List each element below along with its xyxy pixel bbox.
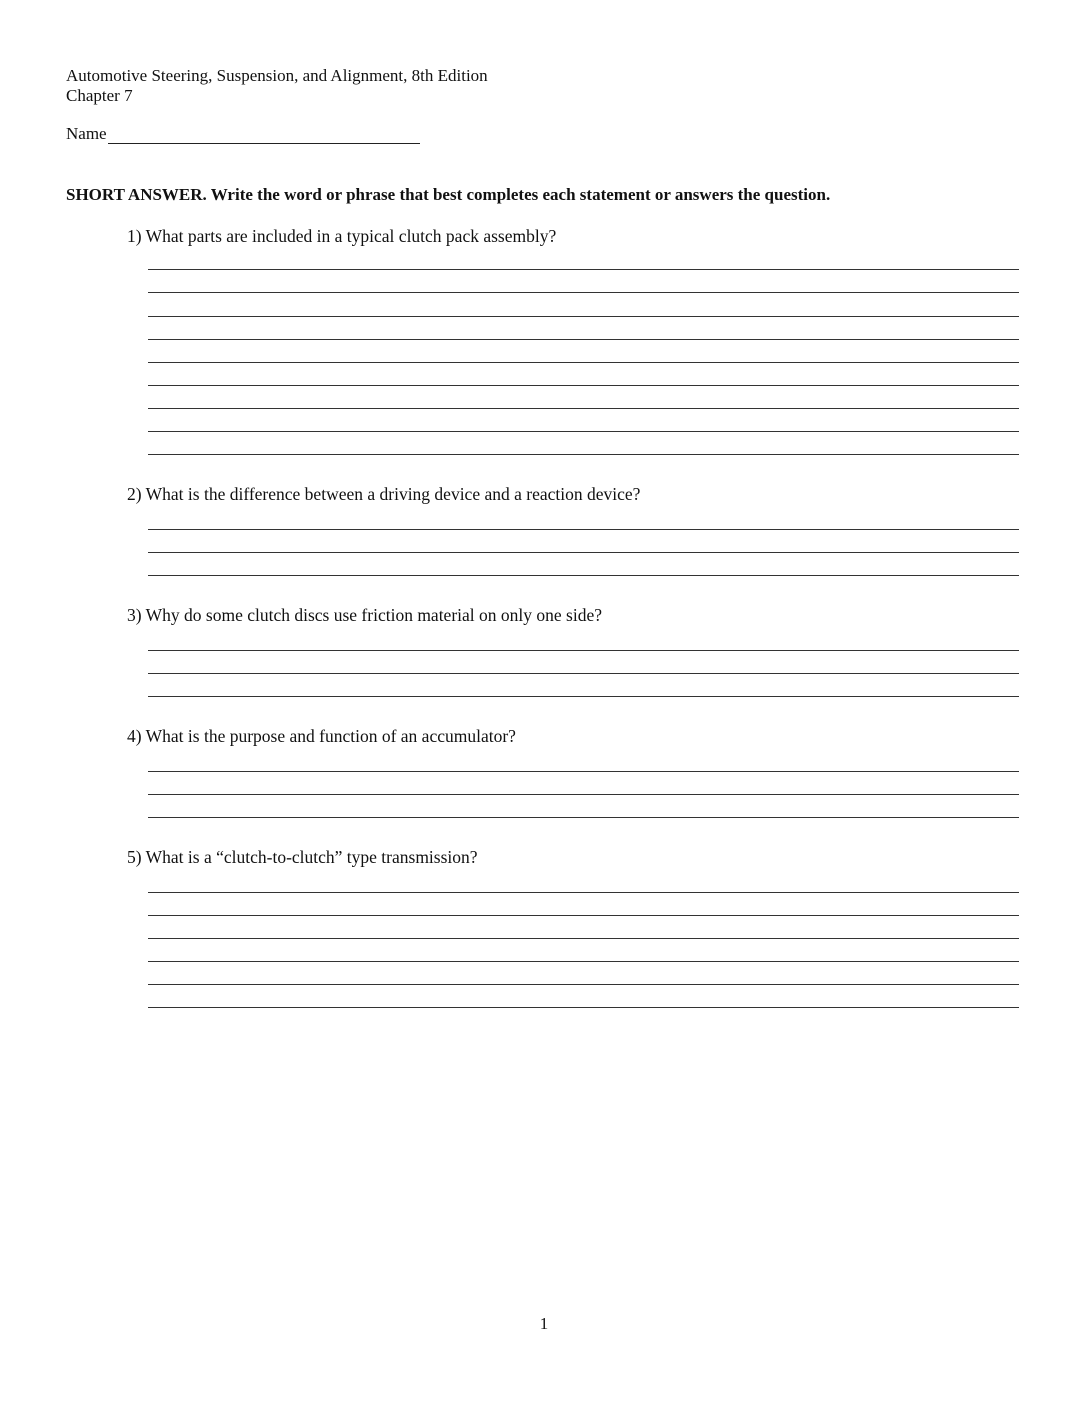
question-4: 4) What is the purpose and function of an accumulator?: [127, 726, 516, 746]
answer-line[interactable]: [148, 915, 1019, 916]
answer-line[interactable]: [148, 431, 1019, 432]
page-number: 1: [539, 1314, 549, 1333]
answer-line[interactable]: [148, 794, 1019, 795]
answer-line[interactable]: [148, 316, 1019, 317]
book-title: Automotive Steering, Suspension, and Alignment, 8th Edition: [66, 66, 488, 85]
answer-line[interactable]: [148, 1007, 1019, 1008]
question-2: 2) What is the difference between a driving device and a reaction device?: [127, 484, 641, 504]
answer-line[interactable]: [148, 817, 1019, 818]
answer-line[interactable]: [148, 696, 1019, 697]
answer-line[interactable]: [148, 771, 1019, 772]
question-3: 3) Why do some clutch discs use friction material on only one side?: [127, 605, 602, 625]
answer-line[interactable]: [148, 938, 1019, 939]
name-field: [66, 124, 420, 144]
answer-line[interactable]: [148, 269, 1019, 270]
answer-line[interactable]: [148, 362, 1019, 363]
name-blank-line[interactable]: [108, 125, 420, 144]
chapter-label: Chapter 7: [66, 86, 133, 105]
section-instructions: SHORT ANSWER. Write the word or phrase that best completes each statement or answers the question.: [66, 185, 831, 204]
question-1: 1) What parts are included in a typical clutch pack assembly?: [127, 226, 557, 246]
answer-line[interactable]: [148, 673, 1019, 674]
answer-line[interactable]: [148, 552, 1019, 553]
answer-line[interactable]: [148, 529, 1019, 530]
answer-line[interactable]: [148, 961, 1019, 962]
answer-line[interactable]: [148, 339, 1019, 340]
answer-line[interactable]: [148, 984, 1019, 985]
answer-line[interactable]: [148, 892, 1019, 893]
answer-line[interactable]: [148, 385, 1019, 386]
question-5: 5) What is a “clutch-to-clutch” type transmission?: [127, 847, 478, 867]
answer-line[interactable]: [148, 408, 1019, 409]
name-label: Name: [66, 124, 107, 143]
answer-line[interactable]: [148, 292, 1019, 293]
answer-line[interactable]: [148, 575, 1019, 576]
answer-line[interactable]: [148, 650, 1019, 651]
answer-line[interactable]: [148, 454, 1019, 455]
